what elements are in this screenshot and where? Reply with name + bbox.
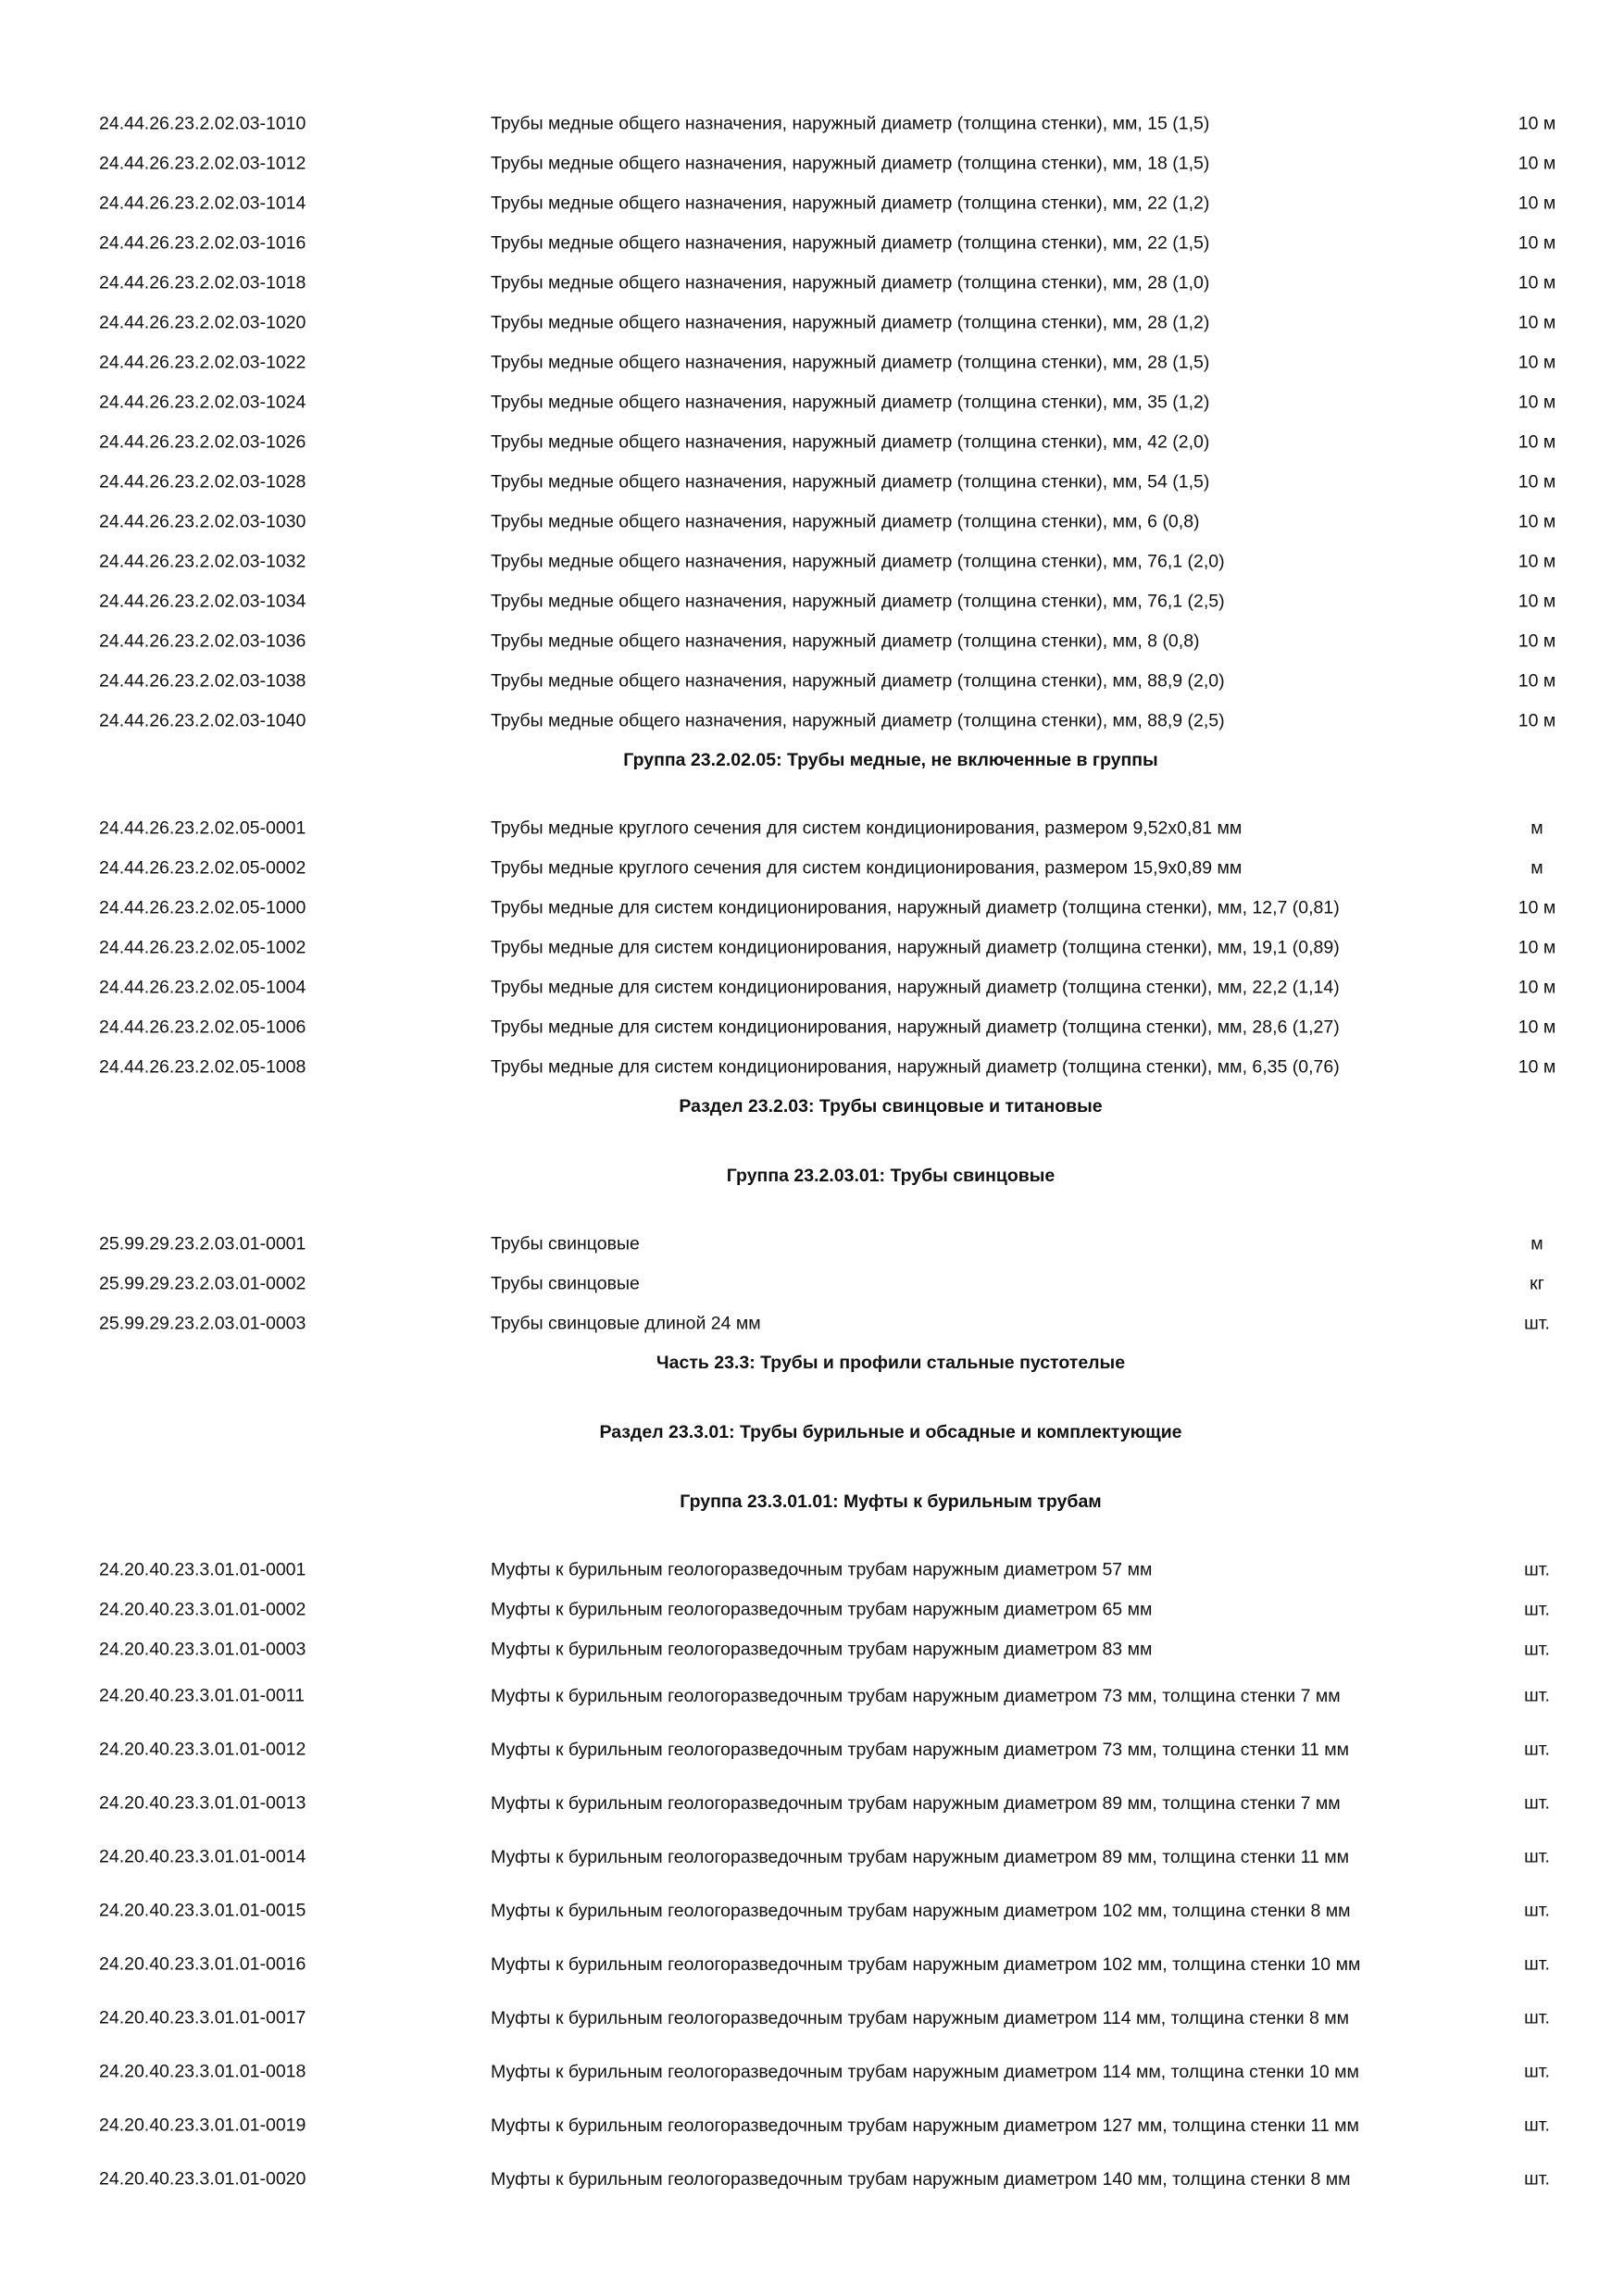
item-unit: шт. bbox=[1524, 1639, 1550, 1659]
item-code: 24.20.40.23.3.01.01-0012 bbox=[99, 1739, 306, 1760]
item-name: Трубы медные круглого сечения для систем кондиционирования, размером 9,52х0,81 мм bbox=[491, 817, 1243, 838]
item-name: Трубы медные общего назначения, наружный диаметр (толщина стенки), мм, 88,9 (2,0) bbox=[491, 670, 1225, 691]
item-unit: 10 м bbox=[1518, 1017, 1556, 1037]
item-unit: 10 м bbox=[1518, 551, 1556, 571]
table-row bbox=[0, 888, 1624, 928]
item-code: 24.44.26.23.2.02.03-1034 bbox=[99, 591, 306, 611]
table-row bbox=[0, 1723, 1624, 1777]
item-code: 24.44.26.23.2.02.05-1000 bbox=[99, 897, 306, 917]
item-unit: 10 м bbox=[1518, 937, 1556, 957]
item-code: 24.44.26.23.2.02.03-1040 bbox=[99, 710, 306, 730]
item-unit: 10 м bbox=[1518, 312, 1556, 332]
item-name: Муфты к бурильным геологоразведочным трубам наружным диаметром 140 мм, толщина стенки 8 мм bbox=[491, 2169, 1351, 2190]
table-row bbox=[0, 1007, 1624, 1047]
item-unit: 10 м bbox=[1518, 511, 1556, 531]
table-row bbox=[0, 2099, 1624, 2152]
table-row bbox=[0, 1629, 1624, 1669]
item-unit: 10 м bbox=[1518, 977, 1556, 997]
item-code: 24.20.40.23.3.01.01-0003 bbox=[99, 1639, 306, 1659]
item-name: Трубы медные общего назначения, наружный диаметр (толщина стенки), мм, 76,1 (2,0) bbox=[491, 551, 1225, 571]
table-row bbox=[0, 581, 1624, 621]
item-name: Трубы медные общего назначения, наружный диаметр (толщина стенки), мм, 6 (0,8) bbox=[491, 511, 1200, 531]
section-heading-23-2-03: Раздел 23.2.03: Трубы свинцовые и титановые bbox=[679, 1096, 1103, 1117]
table-row bbox=[0, 1550, 1624, 1590]
item-name: Трубы свинцовые длиной 24 мм bbox=[491, 1313, 761, 1333]
table-block-group-23-2-02-05 bbox=[0, 808, 1624, 1087]
table-row bbox=[0, 144, 1624, 183]
item-name: Трубы медные общего назначения, наружный диаметр (толщина стенки), мм, 88,9 (2,5) bbox=[491, 710, 1225, 730]
item-unit: 10 м bbox=[1518, 431, 1556, 452]
table-block-group-23-2-03-01 bbox=[0, 1224, 1624, 1343]
item-name: Трубы медные для систем кондиционирования, наружный диаметр (толщина стенки), мм, 22,2 (1,14) bbox=[491, 977, 1340, 997]
item-code: 24.44.26.23.2.02.05-0002 bbox=[99, 857, 306, 878]
item-code: 24.44.26.23.2.02.03-1024 bbox=[99, 392, 306, 412]
item-code: 24.44.26.23.2.02.03-1010 bbox=[99, 113, 306, 133]
item-name: Трубы медные общего назначения, наружный диаметр (толщина стенки), мм, 28 (1,5) bbox=[491, 352, 1210, 372]
table-row bbox=[0, 701, 1624, 741]
item-unit: 10 м bbox=[1518, 113, 1556, 133]
item-name: Муфты к бурильным геологоразведочным трубам наружным диаметром 83 мм bbox=[491, 1639, 1153, 1659]
item-name: Трубы медные общего назначения, наружный диаметр (толщина стенки), мм, 42 (2,0) bbox=[491, 431, 1210, 452]
table-row bbox=[0, 1830, 1624, 1884]
item-code: 24.44.26.23.2.02.05-1008 bbox=[99, 1056, 306, 1077]
item-unit: 10 м bbox=[1518, 352, 1556, 372]
item-code: 24.44.26.23.2.02.03-1018 bbox=[99, 272, 306, 293]
item-code: 25.99.29.23.2.03.01-0002 bbox=[99, 1273, 306, 1293]
item-code: 24.44.26.23.2.02.03-1020 bbox=[99, 312, 306, 332]
item-unit: шт. bbox=[1524, 1953, 1550, 1975]
table-row bbox=[0, 343, 1624, 382]
item-name: Муфты к бурильным геологоразведочным трубам наружным диаметром 89 мм, толщина стенки 11 мм bbox=[491, 1847, 1350, 1867]
item-unit: шт. bbox=[1524, 1739, 1550, 1760]
table-row bbox=[0, 661, 1624, 701]
item-name: Муфты к бурильным геологоразведочным трубам наружным диаметром 73 мм, толщина стенки 11 мм bbox=[491, 1740, 1350, 1760]
item-unit: 10 м bbox=[1518, 670, 1556, 691]
item-unit: шт. bbox=[1524, 2115, 1550, 2136]
table-row bbox=[0, 223, 1624, 263]
item-name: Трубы медные общего назначения, наружный диаметр (толщина стенки), мм, 35 (1,2) bbox=[491, 392, 1210, 412]
table-row bbox=[0, 1590, 1624, 1629]
item-name: Муфты к бурильным геологоразведочным трубам наружным диаметром 114 мм, толщина стенки 8 мм bbox=[491, 2008, 1350, 2028]
table-block-group-23-2-02-03 bbox=[0, 104, 1624, 741]
item-code: 24.44.26.23.2.02.03-1012 bbox=[99, 153, 306, 173]
item-unit: 10 м bbox=[1518, 272, 1556, 293]
item-name: Трубы свинцовые bbox=[491, 1233, 640, 1254]
table-row bbox=[0, 104, 1624, 144]
item-unit: шт. bbox=[1524, 1599, 1550, 1619]
item-unit: 10 м bbox=[1518, 471, 1556, 492]
item-unit: 10 м bbox=[1518, 392, 1556, 412]
item-code: 24.20.40.23.3.01.01-0002 bbox=[99, 1599, 306, 1619]
item-unit: 10 м bbox=[1518, 232, 1556, 253]
item-code: 24.44.26.23.2.02.03-1014 bbox=[99, 193, 306, 213]
part-heading-23-3: Часть 23.3: Трубы и профили стальные пустотелые bbox=[656, 1353, 1126, 1373]
item-code: 24.20.40.23.3.01.01-0015 bbox=[99, 1900, 306, 1921]
item-name: Муфты к бурильным геологоразведочным трубам наружным диаметром 127 мм, толщина стенки 11 мм bbox=[491, 2115, 1359, 2136]
item-name: Трубы медные общего назначения, наружный диаметр (толщина стенки), мм, 22 (1,5) bbox=[491, 232, 1210, 253]
item-unit: 10 м bbox=[1518, 193, 1556, 213]
table-row bbox=[0, 422, 1624, 462]
item-unit: 10 м bbox=[1518, 153, 1556, 173]
item-name: Трубы медные для систем кондиционирования, наружный диаметр (толщина стенки), мм, 6,35 (0,76) bbox=[491, 1056, 1340, 1077]
table-row bbox=[0, 1304, 1624, 1343]
item-code: 24.20.40.23.3.01.01-0011 bbox=[99, 1685, 305, 1706]
group-heading-23-2-03-01: Группа 23.2.03.01: Трубы свинцовые bbox=[726, 1166, 1056, 1186]
table-row bbox=[0, 1224, 1624, 1264]
table-row bbox=[0, 1669, 1624, 1723]
section-heading-23-3-01: Раздел 23.3.01: Трубы бурильные и обсадные и комплектующие bbox=[599, 1422, 1182, 1442]
item-unit: шт. bbox=[1524, 2168, 1550, 2190]
item-code: 24.44.26.23.2.02.03-1016 bbox=[99, 232, 306, 253]
item-unit: кг bbox=[1530, 1273, 1544, 1293]
item-unit: 10 м bbox=[1518, 1056, 1556, 1077]
item-name: Трубы медные общего назначения, наружный диаметр (толщина стенки), мм, 28 (1,2) bbox=[491, 312, 1210, 332]
item-name: Трубы медные общего назначения, наружный диаметр (толщина стенки), мм, 8 (0,8) bbox=[491, 630, 1200, 651]
item-unit: шт. bbox=[1524, 1900, 1550, 1921]
item-code: 24.44.26.23.2.02.03-1030 bbox=[99, 511, 306, 531]
item-name: Трубы медные общего назначения, наружный диаметр (толщина стенки), мм, 18 (1,5) bbox=[491, 153, 1210, 173]
table-row bbox=[0, 502, 1624, 542]
table-row bbox=[0, 303, 1624, 343]
item-name: Трубы медные для систем кондиционирования, наружный диаметр (толщина стенки), мм, 28,6 (1,27) bbox=[491, 1017, 1340, 1037]
item-name: Трубы медные общего назначения, наружный диаметр (толщина стенки), мм, 28 (1,0) bbox=[491, 272, 1210, 293]
item-unit: 10 м bbox=[1518, 710, 1556, 730]
item-unit: м bbox=[1530, 817, 1543, 838]
item-code: 24.44.26.23.2.02.05-1004 bbox=[99, 977, 306, 997]
table-row bbox=[0, 2045, 1624, 2099]
table-row bbox=[0, 1991, 1624, 2045]
item-unit: шт. bbox=[1524, 1685, 1550, 1706]
table-row bbox=[0, 1777, 1624, 1830]
table-row bbox=[0, 848, 1624, 888]
item-name: Трубы медные общего назначения, наружный диаметр (толщина стенки), мм, 15 (1,5) bbox=[491, 113, 1210, 133]
item-code: 24.20.40.23.3.01.01-0019 bbox=[99, 2115, 306, 2136]
item-unit: шт. bbox=[1524, 2007, 1550, 2028]
item-code: 24.20.40.23.3.01.01-0013 bbox=[99, 1792, 306, 1814]
group-heading-23-3-01-01: Группа 23.3.01.01: Муфты к бурильным трубам bbox=[680, 1491, 1102, 1512]
item-unit: 10 м bbox=[1518, 897, 1556, 917]
table-row bbox=[0, 542, 1624, 581]
table-row bbox=[0, 382, 1624, 422]
item-code: 24.20.40.23.3.01.01-0020 bbox=[99, 2168, 306, 2190]
item-name: Муфты к бурильным геологоразведочным трубам наружным диаметром 114 мм, толщина стенки 10 мм bbox=[491, 2062, 1359, 2082]
item-code: 24.20.40.23.3.01.01-0017 bbox=[99, 2007, 306, 2028]
table-row bbox=[0, 928, 1624, 967]
table-row bbox=[0, 808, 1624, 848]
item-code: 24.44.26.23.2.02.03-1038 bbox=[99, 670, 306, 691]
item-unit: 10 м bbox=[1518, 630, 1556, 651]
item-code: 25.99.29.23.2.03.01-0003 bbox=[99, 1313, 306, 1333]
item-unit: шт. bbox=[1524, 1846, 1550, 1867]
table-row bbox=[0, 621, 1624, 661]
item-code: 24.44.26.23.2.02.03-1036 bbox=[99, 630, 306, 651]
table-row bbox=[0, 2152, 1624, 2206]
table-row bbox=[0, 1884, 1624, 1938]
item-name: Муфты к бурильным геологоразведочным трубам наружным диаметром 65 мм bbox=[491, 1599, 1153, 1619]
item-code: 24.44.26.23.2.02.05-1006 bbox=[99, 1017, 306, 1037]
item-name: Муфты к бурильным геологоразведочным трубам наружным диаметром 89 мм, толщина стенки 7 мм bbox=[491, 1793, 1341, 1814]
table-row bbox=[0, 183, 1624, 223]
item-name: Трубы медные общего назначения, наружный диаметр (толщина стенки), мм, 54 (1,5) bbox=[491, 471, 1210, 492]
item-code: 24.20.40.23.3.01.01-0001 bbox=[99, 1559, 306, 1579]
table-block-group-23-3-01-01 bbox=[0, 1550, 1624, 2206]
item-code: 24.44.26.23.2.02.05-0001 bbox=[99, 817, 306, 838]
item-unit: шт. bbox=[1524, 1313, 1550, 1333]
item-unit: шт. bbox=[1524, 1559, 1550, 1579]
item-code: 24.44.26.23.2.02.03-1032 bbox=[99, 551, 306, 571]
item-name: Трубы медные общего назначения, наружный диаметр (толщина стенки), мм, 22 (1,2) bbox=[491, 193, 1210, 213]
table-row bbox=[0, 967, 1624, 1007]
table-row bbox=[0, 1047, 1624, 1087]
table-row bbox=[0, 263, 1624, 303]
item-name: Муфты к бурильным геологоразведочным трубам наружным диаметром 73 мм, толщина стенки 7 мм bbox=[491, 1686, 1341, 1706]
table-row bbox=[0, 1264, 1624, 1304]
item-unit: 10 м bbox=[1518, 591, 1556, 611]
item-name: Трубы свинцовые bbox=[491, 1273, 640, 1293]
group-heading-23-2-02-05: Группа 23.2.02.05: Трубы медные, не включенные в группы bbox=[623, 750, 1158, 770]
item-unit: шт. bbox=[1524, 2061, 1550, 2082]
document-page bbox=[0, 104, 1624, 2206]
item-code: 24.44.26.23.2.02.03-1022 bbox=[99, 352, 306, 372]
item-code: 24.20.40.23.3.01.01-0016 bbox=[99, 1953, 306, 1975]
item-code: 24.20.40.23.3.01.01-0018 bbox=[99, 2061, 306, 2082]
item-unit: м bbox=[1530, 1233, 1543, 1254]
item-name: Муфты к бурильным геологоразведочным трубам наружным диаметром 57 мм bbox=[491, 1559, 1153, 1579]
item-unit: м bbox=[1530, 857, 1543, 878]
item-name: Трубы медные общего назначения, наружный диаметр (толщина стенки), мм, 76,1 (2,5) bbox=[491, 591, 1225, 611]
item-name: Муфты к бурильным геологоразведочным трубам наружным диаметром 102 мм, толщина стенки 10 мм bbox=[491, 1954, 1361, 1975]
item-name: Трубы медные для систем кондиционирования, наружный диаметр (толщина стенки), мм, 19,1 (0,89) bbox=[491, 937, 1340, 957]
item-name: Трубы медные круглого сечения для систем кондиционирования, размером 15,9х0,89 мм bbox=[491, 857, 1243, 878]
item-unit: шт. bbox=[1524, 1792, 1550, 1814]
table-row bbox=[0, 1938, 1624, 1991]
item-code: 24.44.26.23.2.02.03-1028 bbox=[99, 471, 306, 492]
item-code: 24.44.26.23.2.02.03-1026 bbox=[99, 431, 306, 452]
item-code: 24.20.40.23.3.01.01-0014 bbox=[99, 1846, 306, 1867]
item-name: Муфты к бурильным геологоразведочным трубам наружным диаметром 102 мм, толщина стенки 8 мм bbox=[491, 1901, 1351, 1921]
item-code: 25.99.29.23.2.03.01-0001 bbox=[99, 1233, 306, 1254]
item-code: 24.44.26.23.2.02.05-1002 bbox=[99, 937, 306, 957]
table-row bbox=[0, 462, 1624, 502]
item-name: Трубы медные для систем кондиционирования, наружный диаметр (толщина стенки), мм, 12,7 (0,81) bbox=[491, 897, 1340, 917]
